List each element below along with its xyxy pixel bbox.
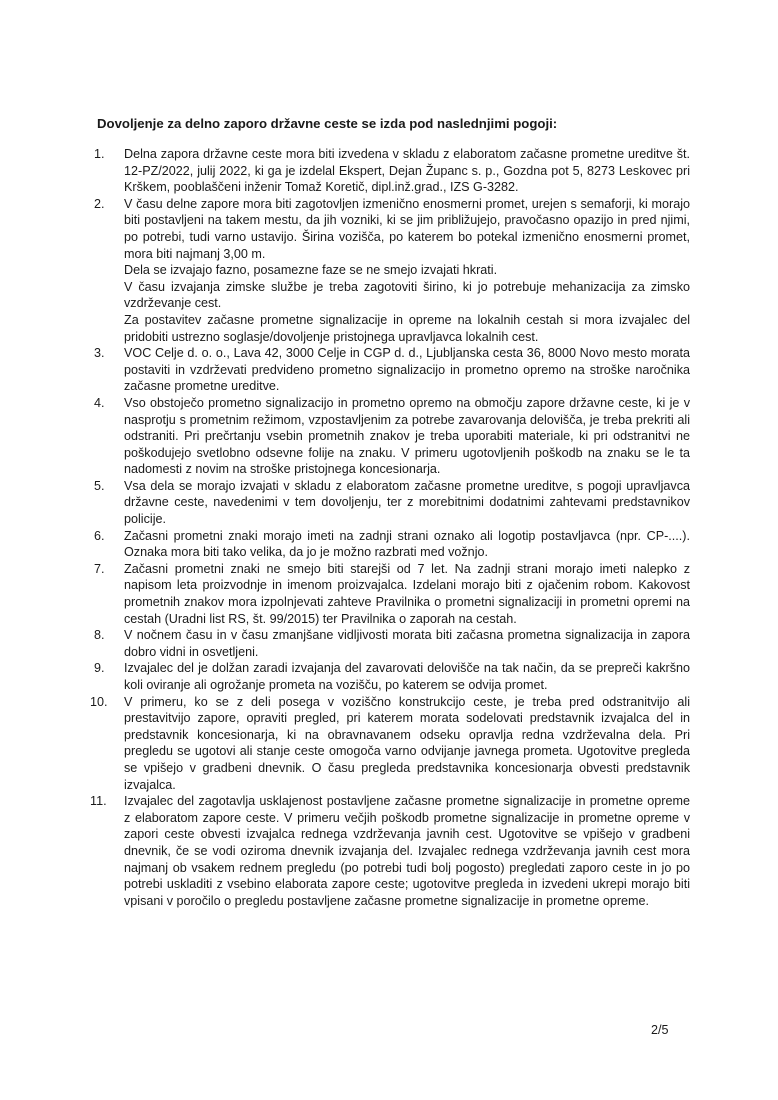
condition-number: 7. [94,561,105,576]
condition-item [90,561,690,627]
condition-text [124,196,690,345]
condition-paragraph: Za postavitev začasne prometne signalizacije in opreme na lokalnih cestah si mora izvajalec del pridobiti ustrezno soglasje/dovoljenje pristojnega upravljavca lokalnih cest. [124,312,690,344]
condition-paragraph: VOC Celje d. o. o., Lava 42, 3000 Celje in CGP d. d., Ljubljanska cesta 36, 8000 Novo mesto morata postaviti in vzdrževati predvideno prometno signalizacijo in prometno opremo na stroške naročnika začasne prometne ureditve. [124,346,690,394]
condition-paragraph: Delna zapora državne ceste mora biti izvedena v skladu z elaboratom začasne prometne ureditve št. 12-PZ/2022, julij 2022, ki ga je izdelal Ekspert, Dejan Županc s. p., Gozdna pot 5, 8273 Leskovec pri Krškem, pooblaščeni inženir Tomaž Koretič, dipl.inž.grad., IZS G-3282. [124,147,690,195]
condition-number: 2. [94,196,105,211]
condition-paragraph: V nočnem času in v času zmanjšane vidljivosti morata biti začasna prometna signalizacija in zapora dobro vidni in osvetljeni. [124,628,690,659]
condition-item [90,196,690,345]
condition-text [124,146,690,196]
condition-number: 1. [94,147,105,161]
condition-text [124,627,690,660]
condition-paragraph: Začasni prometni znaki morajo imeti na zadnji strani oznako ali logotip postavljavca (npr. CP-....). Oznaka mora biti tako velika, da jo je možno razbrati med vožnjo. [124,528,690,560]
condition-item [90,395,690,478]
condition-number: 10. [90,694,108,709]
condition-text [124,660,690,693]
condition-text [124,478,690,528]
condition-paragraph: Izvajalec del je dolžan zaradi izvajanja del zavarovati delovišče na tak način, da se prepreči kakršno koli oviranje ali ogrožanje prometa na vozišču, po katerem se odvija promet. [124,661,690,692]
page-number: 2/5 [651,1023,669,1037]
condition-text [124,528,690,561]
condition-text [124,345,690,395]
condition-paragraph: Izvajalec del zagotavlja usklajenost postavljene začasne prometne signalizacije in prometne opreme z elaboratom zapore ceste. V primeru večjih poškodb prometne signalizacije in prometne opreme v zapori ceste obvesti izvajalca rednega vzdrževanja javnih cest. Ugotovitve se vpišejo v gradbeni dnevnik, če se vodi oziroma dnevnik izvajanja del. Izvajalec rednega vzdrževanja javnih cest mora najmanj ob vsakem rednem pregledu (po potrebi tudi bolj pogosto) pregledati zaporo ceste in jo po potrebi uskladiti z vsebino elaborata zapore ceste; ugotovitve pregleda in izvedeni ukrepi morajo biti vpisani v poročilo o pregledu postavljene začasne prometne signalizacije in prometne opreme. [124,794,690,908]
condition-item [90,793,690,909]
condition-paragraph: Začasni prometni znaki ne smejo biti starejši od 7 let. Na zadnji strani morajo imeti nalepko z napisom leta proizvodnje in imenom proizvajalca. Izdelani morajo biti z ojačenim robom. Kakovost prometnih znakov mora izpolnjevati zahteve Pravilnika o prometni signalizaciji in prometni opremi na cestah (Uradni list RS, št. 99/2015) ter Pravilnika o zaporah na cestah. [124,561,690,626]
condition-paragraph: Vso obstoječo prometno signalizacijo in prometno opremo na območju zapore državne ceste, ki je v nasprotju s prometnim režimom, vzpostavljenim za potrebe zavarovanja delovišča, je treba prekriti ali odstraniti. Pri prečrtanju vsebin prometnih znakov je treba uporabiti materiale, ki pri odstranitvi ne poškodujejo svetlobno odsevne folije na znaku. V primeru ugotovljenih poškodb na znaku se le ta nadomesti z novim na stroške pristojnega koncesionarja. [124,395,690,477]
condition-text [124,561,690,627]
condition-item [90,146,690,196]
condition-item [90,528,690,561]
condition-text [124,395,690,478]
condition-item [90,345,690,395]
condition-paragraph: Dela se izvajajo fazno, posamezne faze se ne smejo izvajati hkrati. [124,263,498,278]
condition-paragraph: V primeru, ko se z deli posega v voziščno konstrukcijo ceste, je treba pred odstranitvijo ali prestavitvijo zapore, opraviti pregled, pri katerem morata sodelovati predstavnik izvajalca del in predstavnik koncesionarja, ki na obravnavanem odseku opravlja redna vzdrževalna dela. Pri pregledu se ugotovi ali stanje ceste omogoča varno odvijanje javnega prometa. Ugotovitve pregleda se vpišejo v gradbeni dnevnik. O času pregleda predstavnika koncesionarja obvesti predstavnik izvajalca. [124,694,690,792]
condition-number: 9. [94,661,105,676]
condition-number: 6. [94,528,105,543]
condition-paragraph: V času delne zapore mora biti zagotovljen izmenično enosmerni promet, urejen s semaforji, ki morajo biti postavljeni na takem mestu, da jih vozniki, ki se jim približujejo, pravočasno opazijo in pred njimi, po potrebi, tudi varno ustavijo. Širina vozišča, po katerem bo potekal izmenično enosmerni promet, mora biti najmanj 3,00 m. [124,196,690,261]
condition-text [124,793,690,909]
document-heading: Dovoljenje za delno zaporo državne ceste se izda pod naslednjimi pogoji: [97,116,558,131]
condition-item [90,694,690,794]
conditions-list [90,146,690,909]
condition-number: 5. [94,478,105,493]
condition-paragraph: Vsa dela se morajo izvajati v skladu z elaboratom začasne prometne ureditve, s pogoji upravljavca državne ceste, navedenimi v tem dovoljenju, ter z morebitnimi dodatnimi zahtevami predstavnikov policije. [124,478,690,527]
condition-item [90,478,690,528]
condition-text [124,694,690,794]
condition-number: 4. [94,395,105,410]
condition-number: 11. [90,794,107,809]
condition-item [90,627,690,660]
condition-number: 3. [94,346,105,361]
condition-paragraph: V času izvajanja zimske službe je treba zagotoviti širino, ki jo potrebuje mehanizacija za zimsko vzdrževanje cest. [124,279,690,311]
condition-item [90,660,690,693]
condition-number: 8. [94,628,105,643]
